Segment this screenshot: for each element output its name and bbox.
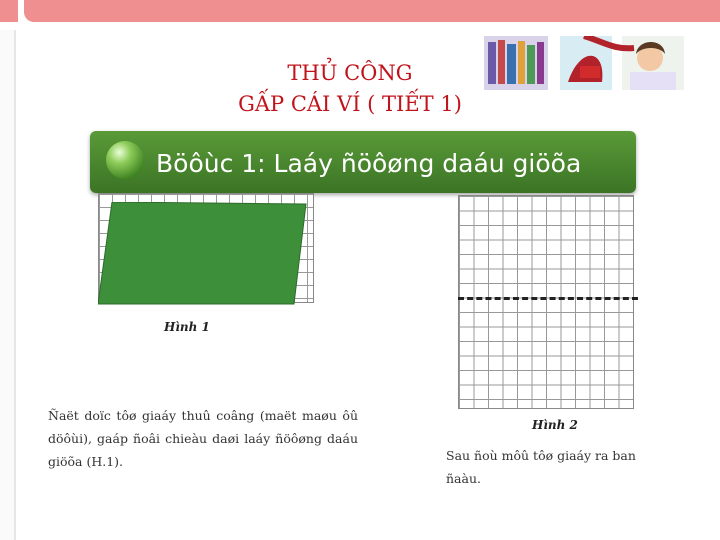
- banner-title: Böôùc 1: Laáy ñöôøng daáu giöõa: [156, 149, 582, 178]
- figure-2-caption: Hình 2: [532, 418, 578, 432]
- title-line-2: GẤP CÁI VÍ ( TIẾT 1): [238, 92, 462, 116]
- top-decorative-bar: [24, 0, 720, 22]
- figure-2-grid: [458, 195, 634, 409]
- figure-1-caption: Hình 1: [164, 320, 210, 334]
- corner-decoration: [0, 0, 18, 22]
- left-instruction-text: Ñaët doïc tôø giaáy thuû coâng (maët maøu ôû döôùi), gaáp ñoâi chieàu daøi laáy ñöôøng daáu giöõa (H.1).: [48, 408, 358, 469]
- header-photo-image: [484, 36, 684, 90]
- step-banner: [90, 131, 636, 193]
- green-paper-shape: [98, 202, 312, 306]
- right-instruction-text: Sau ñoù môû tôø giaáy ra ban ñaàu.: [446, 448, 636, 486]
- green-sphere-bullet-icon: [106, 141, 144, 179]
- fold-dashed-line: [458, 297, 638, 300]
- title-line-1: THỦ CÔNG: [287, 61, 413, 85]
